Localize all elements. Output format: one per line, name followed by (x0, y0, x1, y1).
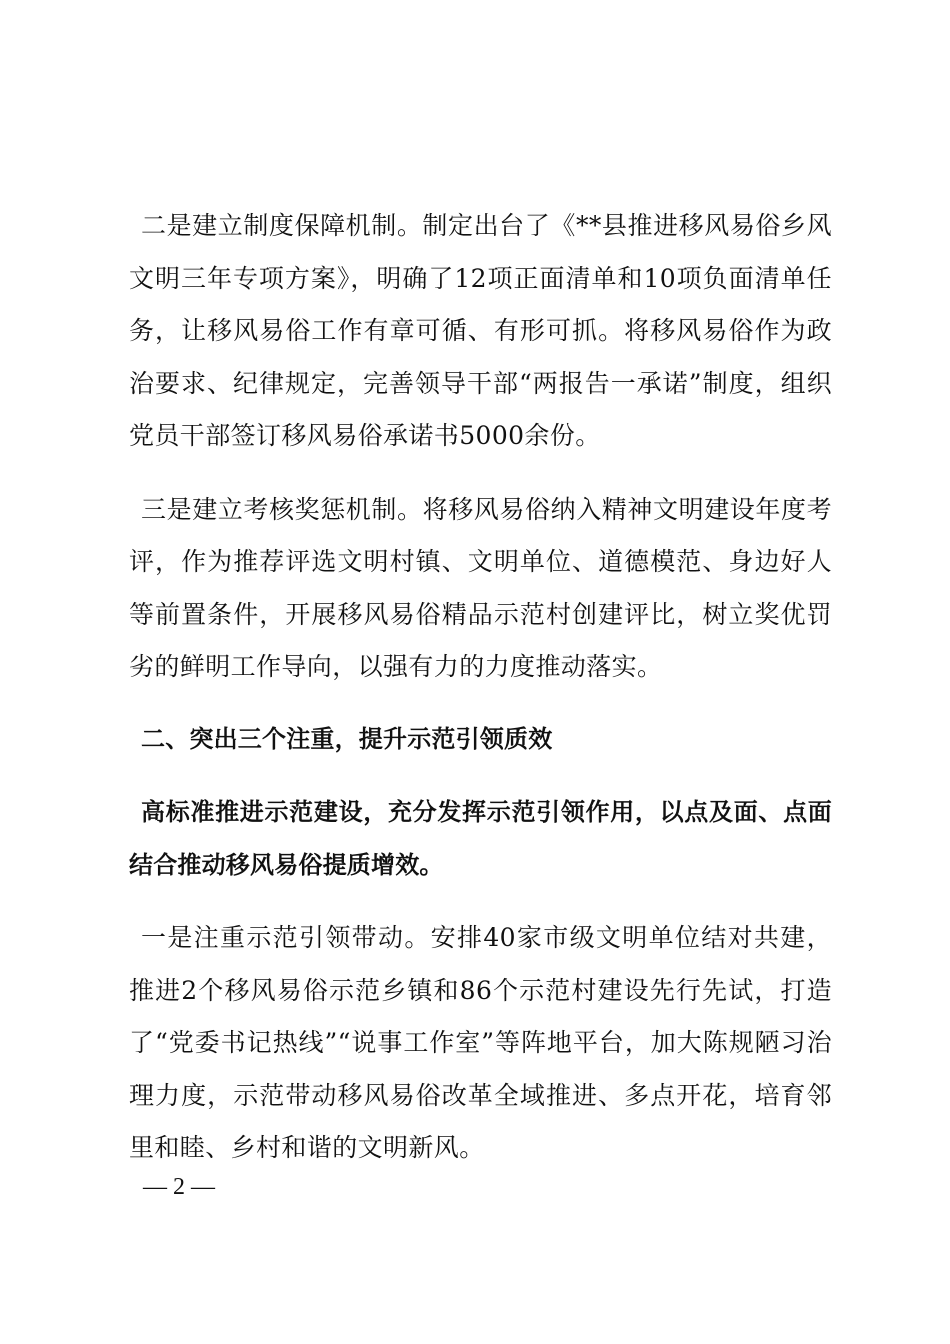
section-heading: 二、突出三个注重，提升示范引领质效 (141, 724, 553, 753)
paragraph-assessment-mechanism: 三是建立考核奖惩机制。将移风易俗纳入精神文明建设年度考评，作为推荐评选文明村镇、文明单位、道德模范、身边好人等前置条件，开展移风易俗精品示范村创建评比，树立奖优罚劣的鲜明工作导向，以强有力的力度推动落实。 (129, 494, 832, 681)
document-body (129, 200, 832, 1175)
section-lead-paragraph: 高标准推进示范建设，充分发挥示范引领作用，以点及面、点面结合推动移风易俗提质增效。 (129, 798, 832, 879)
paragraph-institution-guarantee: 二是建立制度保障机制。制定出台了《**县推进移风易俗乡风文明三年专项方案》，明确了12项正面清单和10项负面清单任务，让移风易俗工作有章可循、有形可抓。将移风易俗作为政治要求、纪律规定，完善领导干部“两报告一承诺”制度，组织党员干部签订移风易俗承诺书5000余份。 (129, 211, 832, 450)
page-number: — 2 — (143, 1174, 215, 1200)
paragraph-demonstration-lead: 一是注重示范引领带动。安排40家市级文明单位结对共建，推进2个移风易俗示范乡镇和86个示范村建设先行先试，打造了“党委书记热线”“说事工作室”等阵地平台，加大陈规陋习治理力度，示范带动移风易俗改革全域推进、多点开花，培育邻里和睦、乡村和谐的文明新风。 (129, 923, 832, 1162)
